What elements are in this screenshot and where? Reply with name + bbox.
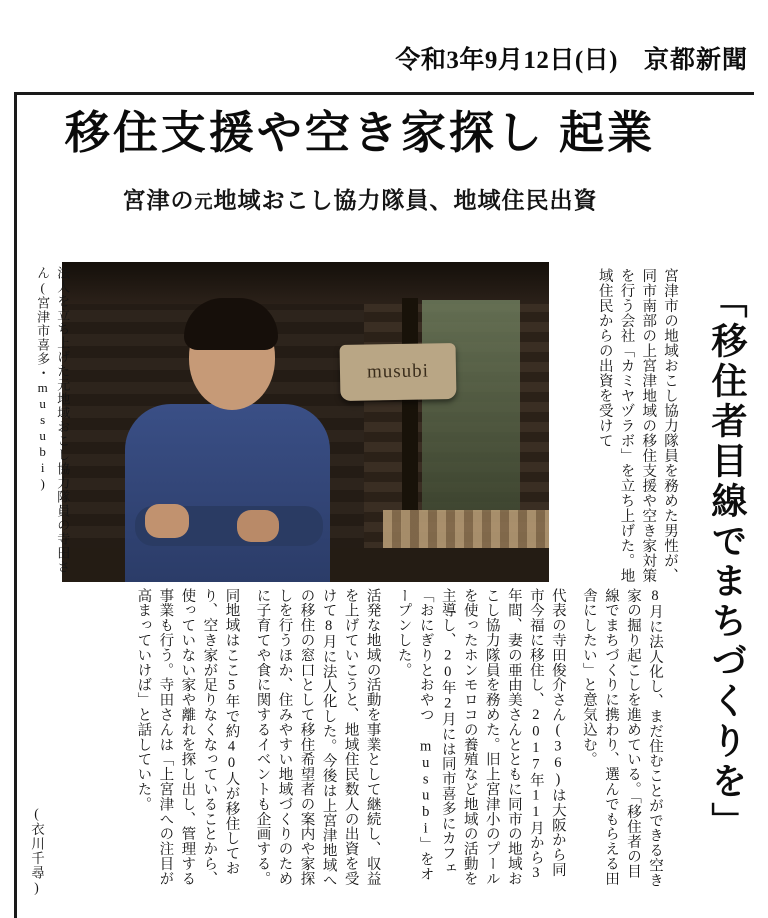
- photo-caption: 法人を立ち上げた元地域おこし協力隊員の寺田さん(宮津市喜多・musubi): [35, 266, 71, 574]
- top-rule: [14, 92, 754, 95]
- shop-sign-label: musubi: [366, 360, 429, 383]
- subheadline-small: 元: [194, 191, 214, 212]
- photo-eave: [62, 262, 549, 304]
- headline-block: [30, 108, 690, 215]
- body-column-1: 8月に法人化し、まだ住むことができる空き家の掘り起こしを進めている。「移住者の目線でまちづくりに携わり、選んでもらえる田舎にしたい」と意気込む。: [580, 588, 663, 888]
- masthead: [395, 40, 748, 76]
- byline: (衣川千尋): [29, 806, 44, 896]
- photo-person-hand-right: [237, 510, 279, 542]
- pull-quote: 「移住者目線でまちづくりを」: [707, 282, 747, 842]
- photo-doorway: [422, 300, 519, 512]
- issue-date: 令和3年9月12日(日): [395, 47, 618, 74]
- article-body: [26, 588, 666, 900]
- article-photo: [62, 262, 549, 582]
- photo-person-hand-left: [145, 504, 189, 538]
- subheadline-part1: 宮津の: [122, 187, 195, 213]
- page-title: 移住支援や空き家探し 起業: [64, 108, 656, 158]
- body-column-3: 活発な地域の活動を事業として継続し、収益を上げていこうと、地域住民数人の出資を受けて8月に法人化した。今後は上宮津地域への移住の窓口として移住希望者の案内や家探しを行うほか、住みやすい地域づくりのために子育てや食に関するイベントも企画する。: [254, 588, 381, 888]
- left-rule: [14, 92, 17, 918]
- body-column-4: 同地域はここ5年で約40人が移住しており、空き家が足りなくなっていることから、使っていない家や離れを探し出し、管理する事業も行う。寺田さんは「上宮津への注目が高まっていけば」と話していた。: [135, 588, 240, 886]
- photo-person-hair: [184, 298, 278, 350]
- lead-paragraph: 宮津市の地域おこし協力隊員を務めた男性が、同市南部の上宮津地域の移住支援や空き家対策を行う会社「カミヤヅラボ」を立ち上げた。地域住民からの出資を受けて: [596, 268, 678, 583]
- newspaper-name: 京都新聞: [643, 47, 748, 74]
- body-column-2: 代表の寺田俊介さん(36)は大阪から同市今福に移住し、2017年11月から3年間、妻の亜由美さんとともに同市の地域おこし協力隊員を務めた。旧上宮津小のプールを使ったホンモロコの養殖など地域の活動を主導し、20年2月には同市喜多にカフェ「おにぎりとおやつ musubi」をオープンした。: [395, 588, 566, 886]
- shop-sign: [339, 343, 456, 401]
- subheadline-part2: 地域おこし協力隊員、地域住民出資: [213, 187, 598, 213]
- photo-person-body: [125, 404, 330, 582]
- subheadline: [30, 182, 690, 215]
